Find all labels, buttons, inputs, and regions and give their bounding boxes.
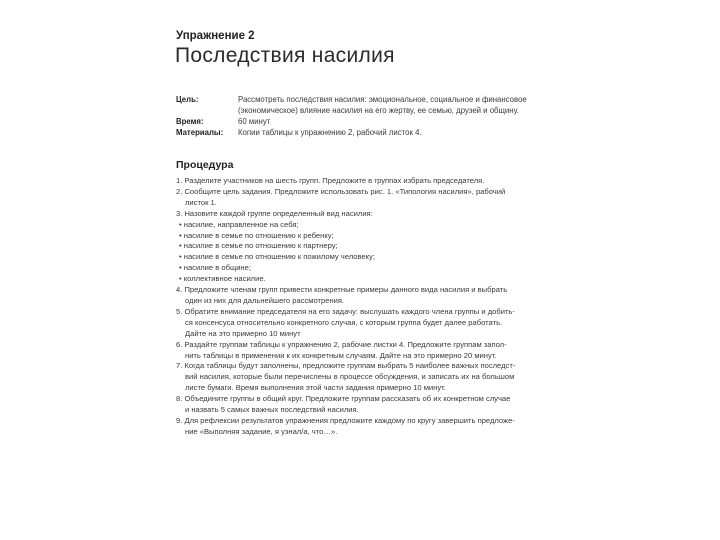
meta-line: Рассмотреть последствия насилия: эмоциональное, социальное и финансовое	[238, 95, 527, 104]
step-line: 6. Раздайте группам таблицы к упражнению 2, рабочие листки 4. Предложите группам запол-	[176, 339, 507, 349]
step-line: ся консенсуса относительно конкретного случая, с которым группа будет далее работать.	[185, 317, 503, 327]
step-line: нить таблицы в применении к их конкретным случаям. Дайте на это примерно 20 минут.	[185, 350, 497, 360]
exercise-meta	[176, 94, 571, 138]
step-line: листок 1.	[185, 197, 217, 207]
step-bullet: • насилие, направленное на себя;	[179, 219, 299, 229]
exercise-label: Упражнение 2	[176, 30, 255, 42]
page-title: Последствия насилия	[175, 44, 395, 67]
meta-key: Цель:	[176, 95, 199, 104]
meta-line: (экономическое) влияние насилия на его жертву, ее семью, друзей и общину.	[238, 106, 519, 115]
step-line: 8. Объедините группы в общий круг. Предложите группам рассказать об их конкретном случае	[176, 394, 511, 404]
meta-value	[238, 116, 571, 127]
meta-line: 60 минут	[238, 117, 271, 126]
step-bullet: • насилие в семье по отношению к пожилому человеку;	[179, 252, 375, 262]
meta-row-time	[176, 116, 571, 127]
step-line: 3. Назовите каждой группе определенный вид насилия:	[176, 208, 373, 218]
step-bullet: • насилие в семье по отношению к партнеру;	[179, 241, 338, 251]
step-bullet: • насилие в общине;	[179, 263, 251, 273]
step-line: 9. Для рефлексии результатов упражнения предложите каждому по кругу завершить предложе-	[176, 415, 515, 425]
procedure-heading: Процедура	[176, 159, 234, 171]
step-line: 2. Сообщите цель задания. Предложите использовать рис. 1. «Типология насилия», рабочий	[176, 186, 506, 196]
step-line: ние «Выполняя задание, я узнал/а, что…».	[185, 426, 338, 436]
step-line: 4. Предложите членам групп привести конкретные примеры данного вида насилия и выбрать	[176, 285, 508, 295]
meta-key: Материалы:	[176, 128, 224, 137]
step-line: листе бумаги. Время выполнения этой части задания примерно 10 минут.	[185, 383, 446, 393]
step-line: Дайте на это примерно 10 минут	[185, 328, 301, 338]
meta-key: Время:	[176, 117, 204, 126]
step-line: 7. Когда таблицы будут заполнены, предложите группам выбрать 5 наиболее важных последст-	[176, 361, 516, 371]
step-line: 1. Разделите участников на шесть групп. Предложите в группах избрать председателя.	[176, 176, 485, 185]
step-bullet: • насилие в семье по отношению к ребенку;	[179, 230, 334, 240]
step-line: и назвать 5 самых важных последствий насилия.	[185, 405, 359, 415]
step-line: 5. Обратите внимание председателя на его задачу: выслушать каждого члена группы и добить-	[176, 306, 515, 316]
meta-row-materials	[176, 127, 571, 138]
meta-line: Копии таблицы к упражнению 2, рабочий листок 4.	[238, 128, 422, 137]
step-line: один из них для дальнейшего рассмотрения.	[185, 295, 345, 305]
meta-row-goal	[176, 94, 571, 116]
step-line: вий насилия, которые были перечислены в процессе обсуждения, и записать их на большом	[185, 372, 515, 382]
meta-value	[238, 94, 571, 116]
step-bullet: • коллективное насилие.	[179, 274, 266, 284]
meta-value	[238, 127, 571, 138]
procedure-steps	[176, 176, 572, 438]
